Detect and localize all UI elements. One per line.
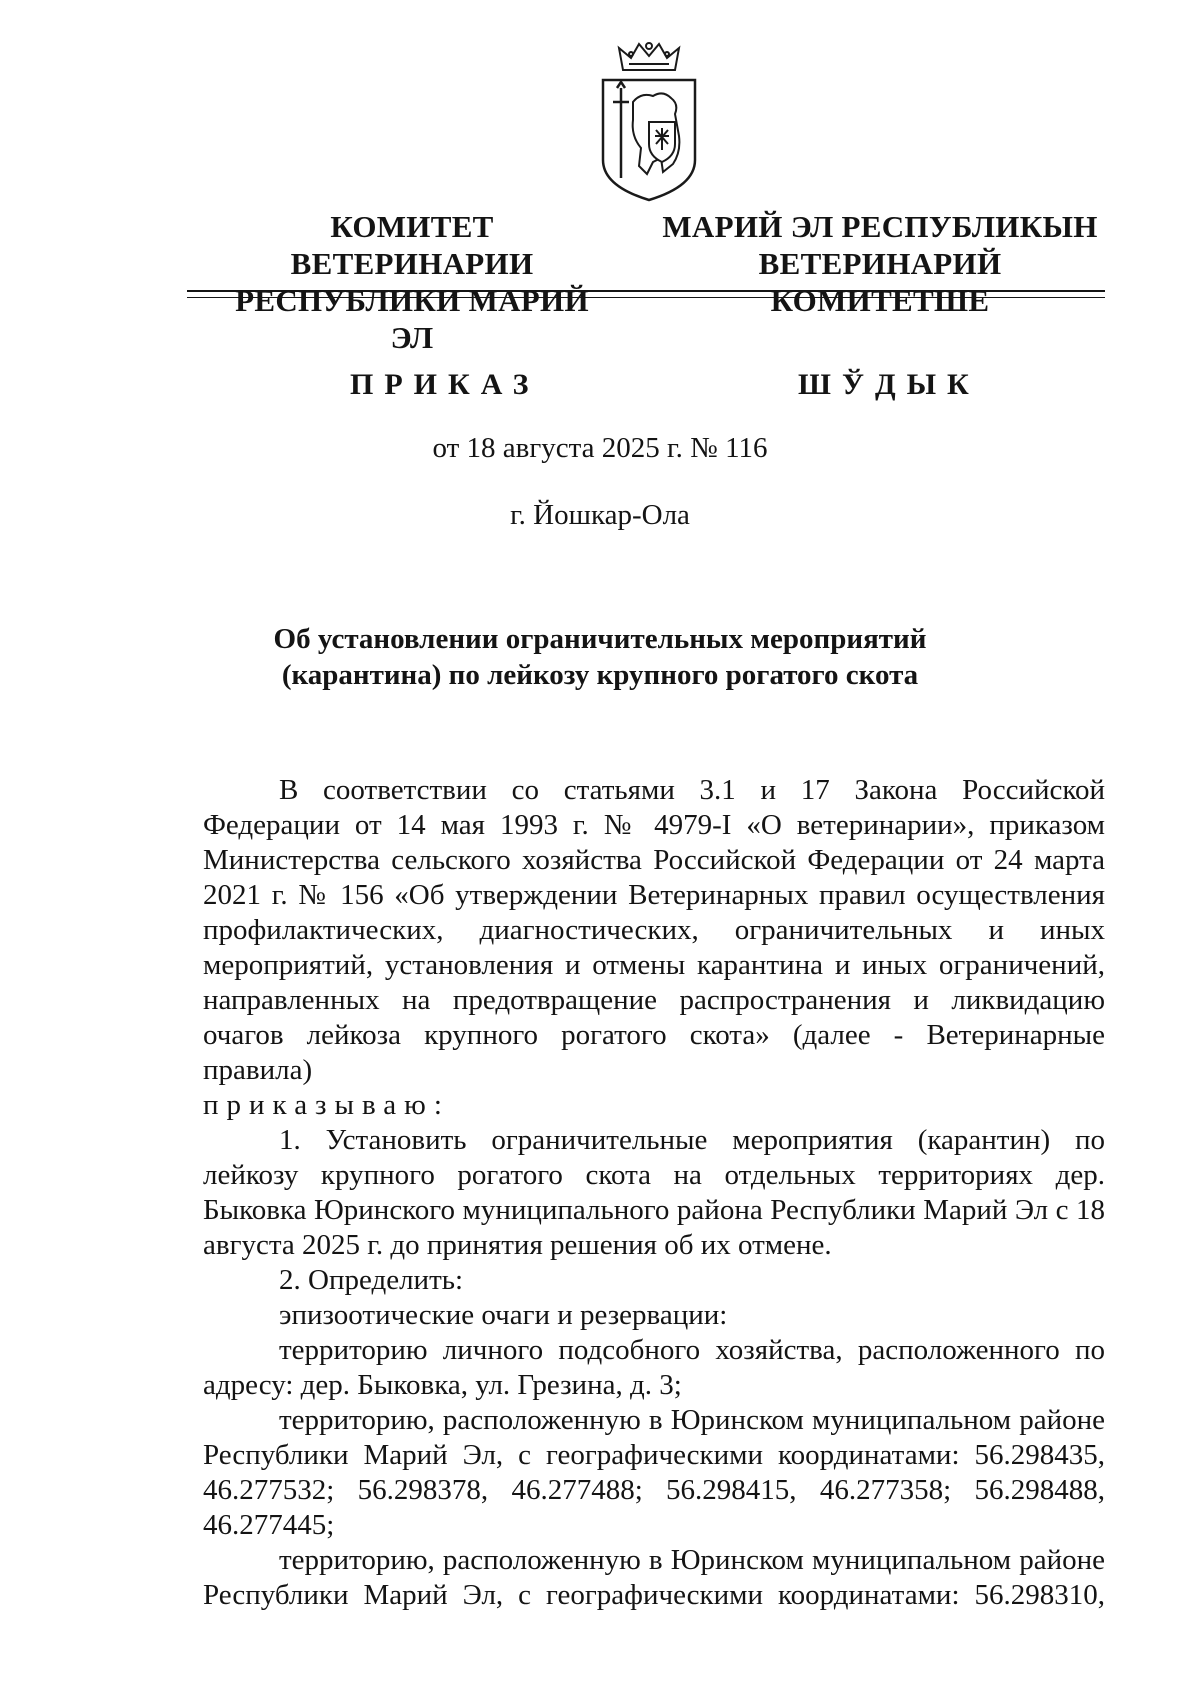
document-type-mari: ШЎДЫК	[798, 368, 980, 401]
issuer-name-russian	[214, 208, 610, 356]
header-divider-thin	[187, 297, 1105, 298]
territory-item-3: территорию, расположенную в Юринском муниципальном районе Республики Марий Эл, с географическими координатами: 56.298310,	[203, 1544, 1105, 1611]
order-date-number: от 18 августа 2025 г. № 116	[432, 432, 768, 464]
territory-item-1: территорию личного подсобного хозяйства, расположенного по адресу: дер. Быковка, ул. Грезина, д. 3;	[203, 1334, 1105, 1401]
territory-item-2: территорию, расположенную в Юринском муниципальном районе Республики Марий Эл, с географическими координатами: 56.298435, 46.277532; 56.298378, 46.277488; 56.298415, 46.277358; 56.298488, 46.277445;	[203, 1404, 1105, 1541]
order-body	[203, 773, 1105, 1613]
header-divider-thick	[187, 290, 1105, 292]
issuer-name-mari-line1: МАРИЙ ЭЛ РЕСПУБЛИКЫН	[662, 209, 1098, 244]
issuer-name-russian-line1: КОМИТЕТ ВЕТЕРИНАРИИ	[290, 209, 534, 281]
clause-2: 2. Определить:	[279, 1264, 464, 1296]
issuer-name-mari-line2: ВЕТЕРИНАРИЙ КОМИТЕТШЕ	[758, 246, 1002, 318]
order-title	[0, 621, 1200, 693]
order-title-line2: (карантина) по лейкозу крупного рогатого скота	[281, 659, 919, 691]
issuer-name-russian-line2: РЕСПУБЛИКИ МАРИЙ ЭЛ	[235, 283, 589, 355]
issue-city: г. Йошкар-Ола	[510, 499, 690, 531]
clause-1: 1. Установить ограничительные мероприятия (карантин) по лейкозу крупного рогатого скота на отдельных территориях дер. Быковка Юринского муниципального района Республики Марий Эл с 18 августа 2025 г. до принятия решения об их отмене.	[203, 1124, 1105, 1261]
clause-2-subheading: эпизоотические очаги и резервации:	[279, 1299, 728, 1331]
preamble-paragraph: В соответствии со статьями 3.1 и 17 Закона Российской Федерации от 14 мая 1993 г. № 4979-I «О ветеринарии», приказом Министерства сельского хозяйства Российской Федерации от 24 марта 2021 г. № 156 «Об утверждении Ветеринарных правил осуществления профилактических, диагностических, ограничительных и иных мероприятий, установления и отмены карантина и иных ограничений, направленных на предотвращение распространения и ликвидацию очагов лейкоза крупного рогатого скота» (далее - Ветеринарные правила)	[203, 774, 1105, 1086]
mari-el-coat-of-arms-icon	[593, 40, 705, 202]
document-type-russian: ПРИКАЗ	[350, 368, 540, 401]
order-word: приказываю:	[203, 1089, 450, 1121]
issuer-name-mari	[660, 208, 1100, 319]
order-title-line1: Об установлении ограничительных мероприятий	[273, 623, 927, 655]
